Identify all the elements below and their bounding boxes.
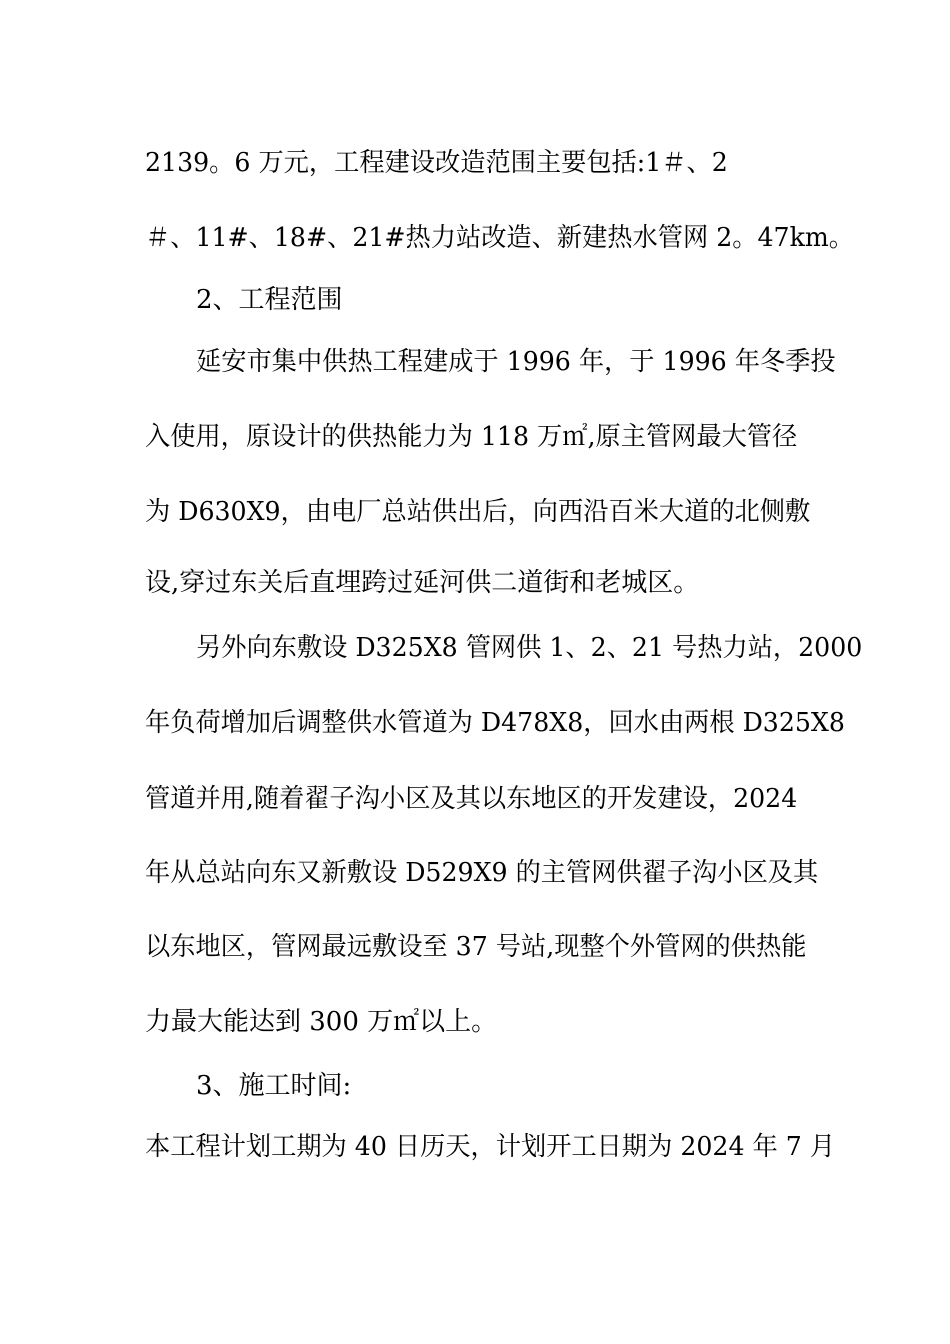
- paragraph-line: 力最大能达到 300 万㎡以上。: [145, 1007, 498, 1037]
- paragraph-line: 以东地区，管网最远敷设至 37 号站,现整个外管网的供热能: [145, 932, 807, 962]
- section-heading: 3、施工时间:: [196, 1071, 352, 1101]
- paragraph-line: 为 D630X9，由电厂总站供出后，向西沿百米大道的北侧敷: [145, 497, 811, 527]
- section-heading: 2、工程范围: [196, 285, 343, 315]
- paragraph-line: 另外向东敷设 D325X8 管网供 1、2、21 号热力站，2000: [196, 633, 863, 663]
- paragraph-line: 入使用，原设计的供热能力为 118 万㎡,原主管网最大管径: [145, 422, 798, 452]
- paragraph-line: ＃、11#、18#、21#热力站改造、新建热水管网 2。47km。: [145, 223, 854, 253]
- paragraph-line: 设,穿过东关后直埋跨过延河供二道街和老城区。: [145, 568, 700, 598]
- paragraph-line: 本工程计划工期为 40 日历天，计划开工日期为 2024 年 7 月: [145, 1132, 836, 1162]
- paragraph-line: 管道并用,随着翟子沟小区及其以东地区的开发建设，2024: [145, 784, 798, 814]
- paragraph-line: 年从总站向东又新敷设 D529X9 的主管网供翟子沟小区及其: [145, 858, 819, 888]
- paragraph-line: 年负荷增加后调整供水管道为 D478X8，回水由两根 D325X8: [145, 708, 845, 738]
- paragraph-line: 延安市集中供热工程建成于 1996 年，于 1996 年冬季投: [196, 347, 836, 377]
- paragraph-line: 2139。6 万元，工程建设改造范围主要包括:1＃、2: [145, 148, 728, 178]
